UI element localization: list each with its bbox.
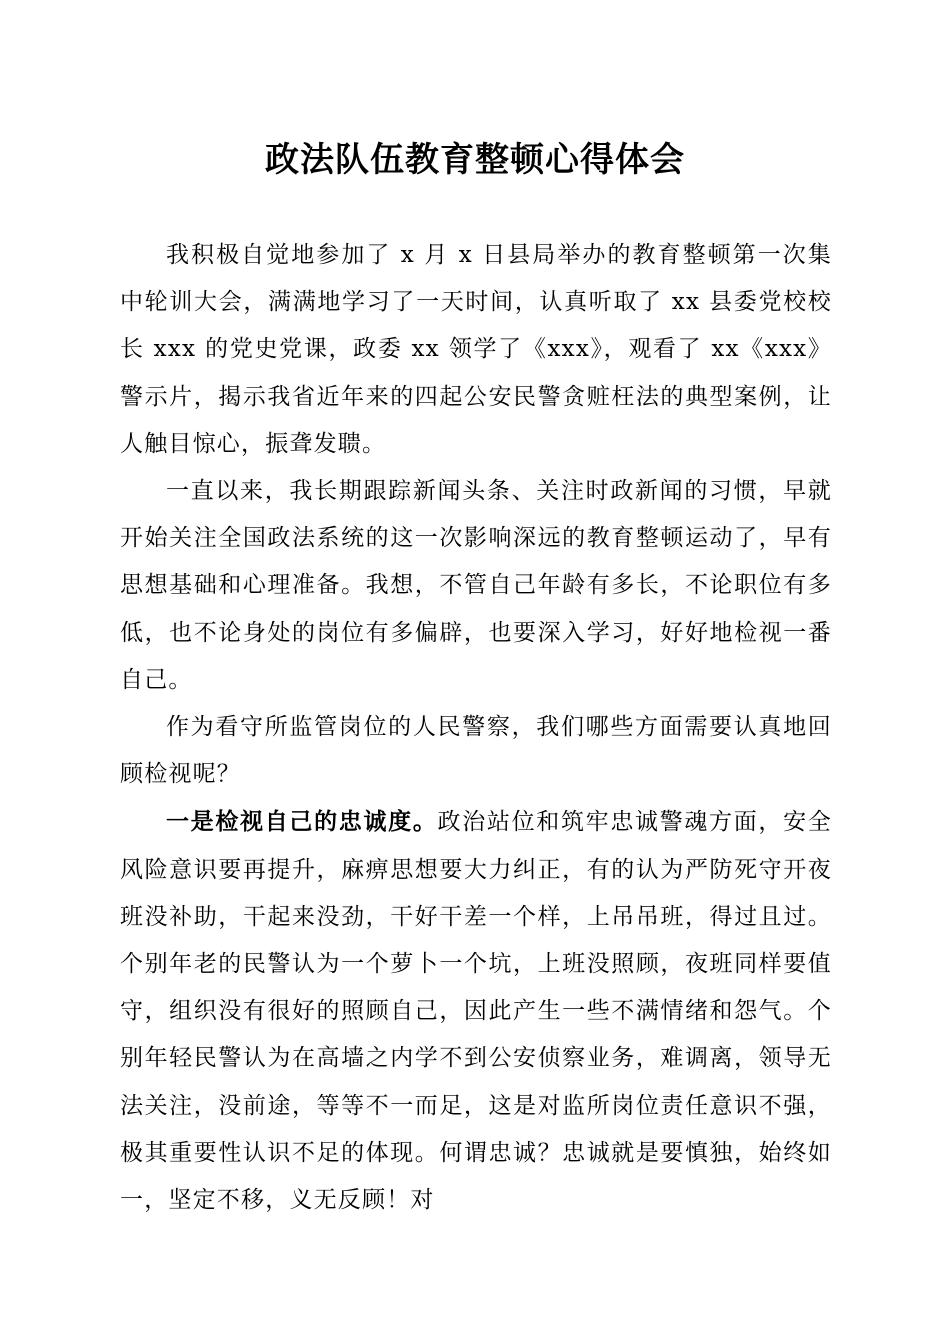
paragraph-2 [120,468,832,704]
paragraph-1 [120,232,832,468]
paragraph-text: 政治站位和筑牢忠诚警魂方面，安全风险意识要再提升，麻痹思想要大力纠正，有的认为严防死守开夜班没补助，干起来没劲，干好干差一个样，上吊吊班，得过且过。个别年老的民警认为一个萝卜一个坑，上班没照顾，夜班同样要值守，组织没有很好的照顾自己，因此产生一些不满情绪和怨气。个别年轻民警认为在高墙之内学不到公安侦察业务，难调离，领导无法关注，没前途，等等不一而足，这是对监所岗位责任意识不强，极其重要性认识不足的体现。何谓忠诚？忠诚就是要慎独，始终如一，坚定不移，义无反顾！对 [120,809,832,1214]
paragraph-3 [120,704,832,798]
paragraph-text: 一直以来，我长期跟踪新闻头条、关注时政新闻的习惯，早就开始关注全国政法系统的这一次影响深远的教育整顿运动了，早有思想基础和心理准备。我想，不管自己年龄有多长，不论职位有多低，也不论身处的岗位有多偏辟，也要深入学习，好好地检视一番自己。 [120,478,832,693]
paragraph-text: 我积极自觉地参加了 x 月 x 日县局举办的教育整顿第一次集中轮训大会，满满地学习了一天时间，认真听取了 xx 县委党校校长 xxx 的党史党课，政委 xx 领学了《xxx》，观看了 xx《xxx》警示片，揭示我省近年来的四起公安民警贪赃枉法的典型案例，让人触目惊心，振聋发聩。 [120,242,832,457]
paragraph-lead-heading: 一是检视自己的忠诚度。 [166,808,438,836]
paragraph-4 [120,798,832,1224]
paragraph-text: 作为看守所监管岗位的人民警察，我们哪些方面需要认真地回顾检视呢？ [120,714,832,788]
document-body [120,232,832,1224]
document-title: 政法队伍教育整顿心得体会 [265,140,685,180]
